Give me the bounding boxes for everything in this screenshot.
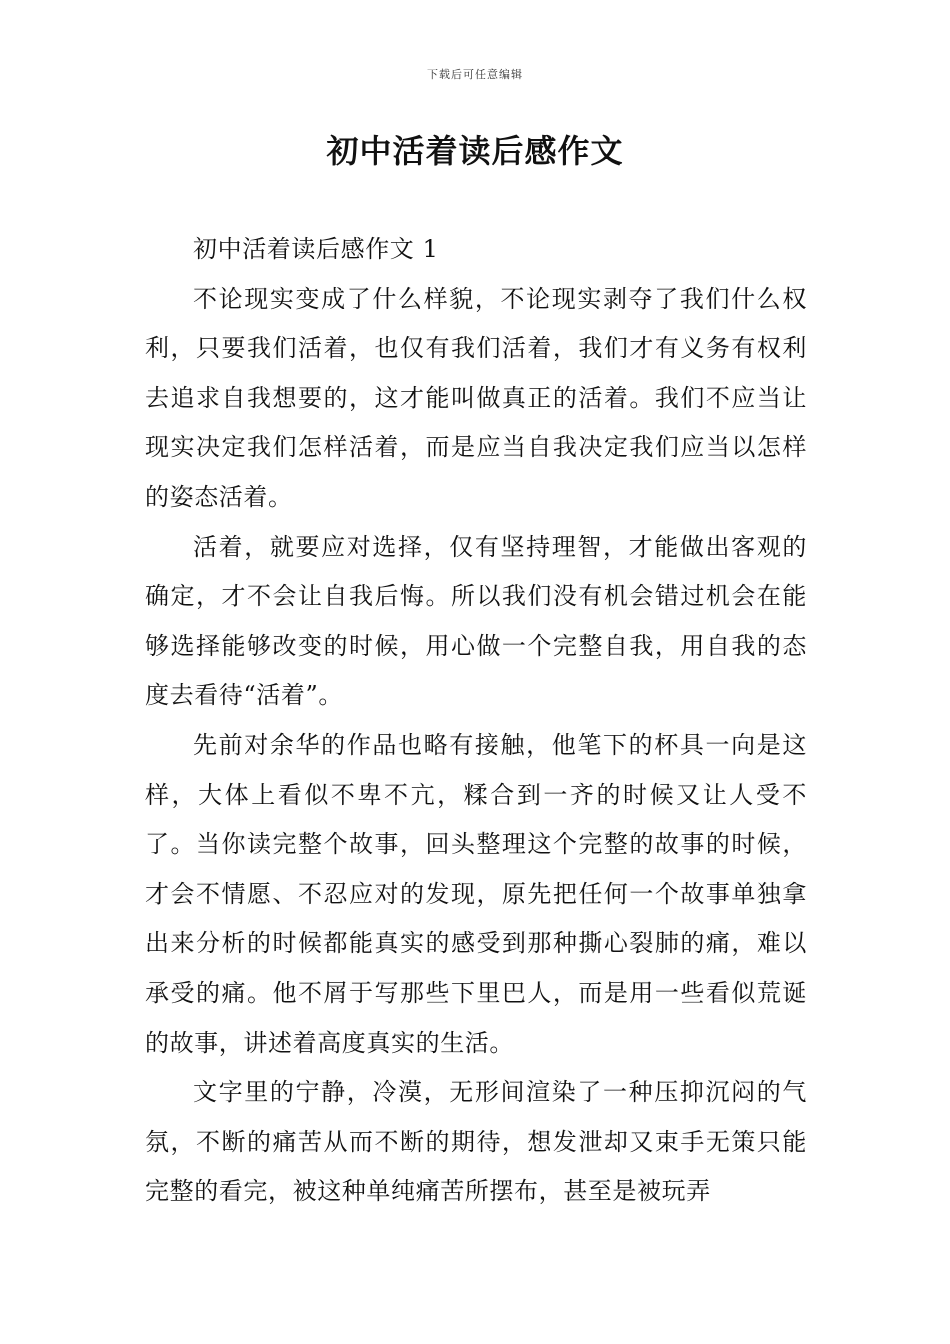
header-note: 下载后可任意编辑 xyxy=(427,68,523,81)
paragraph-4: 文字里的宁静，冷漠，无形间渲染了一种压抑沉闷的气氛，不断的痛苦从而不断的期待，想发泄却又束手无策只能完整的看完，被这种单纯痛苦所摆布，甚至是被玩弄 xyxy=(145,1078,807,1206)
paragraph-2: 活着，就要应对选择，仅有坚持理智，才能做出客观的确定，才不会让自我后悔。所以我们没有机会错过机会在能够选择能够改变的时候，用心做一个完整自我，用自我的态度去看待“活着”。 xyxy=(145,532,807,710)
paragraph-1: 不论现实变成了什么样貌，不论现实剥夺了我们什么权利，只要我们活着，也仅有我们活着，我们才有义务有权利去追求自我想要的，这才能叫做真正的活着。我们不应当让现实决定我们怎样活着，而是应当自我决定我们应当以怎样的姿态活着。 xyxy=(145,284,807,511)
document-title: 初中活着读后感作文 xyxy=(326,132,624,170)
paragraph-3: 先前对余华的作品也略有接触，他笔下的杯具一向是这样，大体上看似不卑不亢，糅合到一齐的时候又让人受不了。当你读完整个故事，回头整理这个完整的故事的时候，才会不情愿、不忍应对的发现，原先把任何一个故事单独拿出来分析的时候都能真实的感受到那种撕心裂肺的痛，难以承受的痛。他不屑于写那些下里巴人，而是用一些看似荒诞的故事，讲述着高度真实的生活。 xyxy=(145,730,807,1057)
document-body xyxy=(145,225,807,1217)
section-heading: 初中活着读后感作文 1 xyxy=(193,235,439,263)
